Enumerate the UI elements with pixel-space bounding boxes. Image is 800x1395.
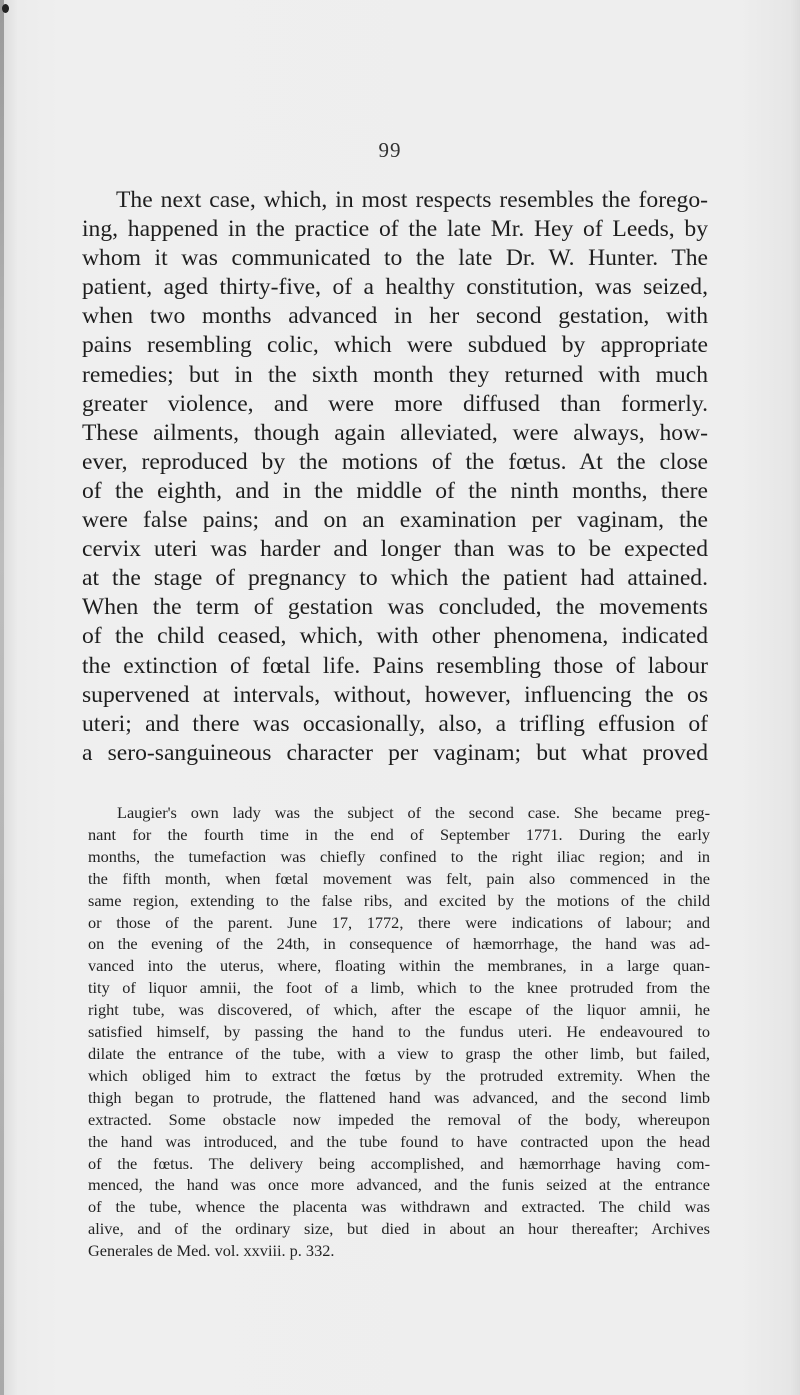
footnote-line: tity of liquor amnii, the foot of a limb, which to the knee protruded from the bbox=[88, 978, 710, 998]
footnote-line: of the tube, whence the placenta was withdrawn and extracted. The child was bbox=[88, 1197, 710, 1217]
body-line: When the term of gestation was concluded, the movements bbox=[82, 594, 708, 621]
body-line: were false pains; and on an examination per vaginam, the bbox=[82, 507, 708, 534]
body-line: The next case, which, in most respects resembles the forego- bbox=[116, 187, 708, 213]
body-line: pains resembling colic, which were subdued by appropriate bbox=[82, 332, 708, 359]
footnote bbox=[88, 802, 710, 1262]
footnote-line: on the evening of the 24th, in consequence of hæmorrhage, the hand was ad- bbox=[88, 934, 710, 954]
ink-spot bbox=[2, 4, 9, 13]
body-line: at the stage of pregnancy to which the patient had attained. bbox=[82, 565, 708, 592]
footnote-line: which obliged him to extract the fœtus by the protruded extremity. When the bbox=[88, 1065, 710, 1085]
body-line: remedies; but in the sixth month they returned with much bbox=[82, 361, 708, 388]
footnote-line: menced, the hand was once more advanced, and the funis seized at the entrance bbox=[88, 1175, 710, 1195]
footnote-line: satisfied himself, by passing the hand to the fundus uteri. He endeavoured to bbox=[88, 1022, 710, 1042]
body-line: a sero-sanguineous character per vaginam; but what proved bbox=[82, 739, 708, 766]
page-number: 99 bbox=[378, 138, 402, 162]
body-line: ever, reproduced by the motions of the fœtus. At the close bbox=[82, 448, 708, 475]
footnote-line: the hand was introduced, and the tube found to have contracted upon the head bbox=[88, 1131, 710, 1151]
page-binding-edge bbox=[0, 0, 4, 1395]
body-line: uteri; and there was occasionally, also, a trifling effusion of bbox=[82, 710, 708, 737]
footnote-line: the fifth month, when fœtal movement was felt, pain also commenced in the bbox=[88, 868, 710, 888]
body-line: patient, aged thirty-five, of a healthy constitution, was seized, bbox=[82, 274, 708, 301]
footnote-line: same region, extending to the false ribs, and excited by the motions of the child bbox=[88, 890, 710, 910]
body-line: of the eighth, and in the middle of the ninth months, there bbox=[82, 477, 708, 504]
body-line: cervix uteri was harder and longer than was to be expected bbox=[82, 536, 708, 563]
footnote-line: or those of the parent. June 17, 1772, there were indications of labour; and bbox=[88, 912, 710, 932]
footnote-line: dilate the entrance of the tube, with a view to grasp the other limb, but failed, bbox=[88, 1043, 710, 1063]
body-line: These ailments, though again alleviated, were always, how- bbox=[82, 419, 708, 446]
footnote-line: vanced into the uterus, where, floating within the membranes, in a large quan- bbox=[88, 956, 710, 976]
body-line: whom it was communicated to the late Dr. W. Hunter. The bbox=[82, 245, 708, 272]
body-line: the extinction of fœtal life. Pains resembling those of labour bbox=[82, 652, 708, 679]
footnote-line: thigh began to protrude, the flattened hand was advanced, and the second limb bbox=[88, 1087, 710, 1107]
body-line: when two months advanced in her second gestation, with bbox=[82, 303, 708, 330]
body-line: ing, happened in the practice of the late Mr. Hey of Leeds, by bbox=[82, 216, 708, 243]
footnote-line: Laugier's own lady was the subject of the second case. She became preg- bbox=[117, 803, 710, 822]
body-line: of the child ceased, which, with other phenomena, indicated bbox=[82, 623, 708, 650]
main-paragraph bbox=[82, 186, 708, 768]
footnote-line: extracted. Some obstacle now impeded the removal of the body, whereupon bbox=[88, 1109, 710, 1129]
footnote-line: Generales de Med. vol. xxviii. p. 332. bbox=[88, 1241, 335, 1261]
footnote-line: alive, and of the ordinary size, but died in about an hour thereafter; Archives bbox=[88, 1219, 710, 1239]
body-line: supervened at intervals, without, however, influencing the os bbox=[82, 681, 708, 708]
footnote-line: right tube, was discovered, of which, after the escape of the liquor amnii, he bbox=[88, 1000, 710, 1020]
body-line: greater violence, and were more diffused than formerly. bbox=[82, 390, 708, 417]
footnote-line: months, the tumefaction was chiefly confined to the right iliac region; and in bbox=[88, 846, 710, 866]
footnote-line: of the fœtus. The delivery being accomplished, and hæmorrhage having com- bbox=[88, 1153, 710, 1173]
footnote-line: nant for the fourth time in the end of September 1771. During the early bbox=[88, 824, 710, 844]
